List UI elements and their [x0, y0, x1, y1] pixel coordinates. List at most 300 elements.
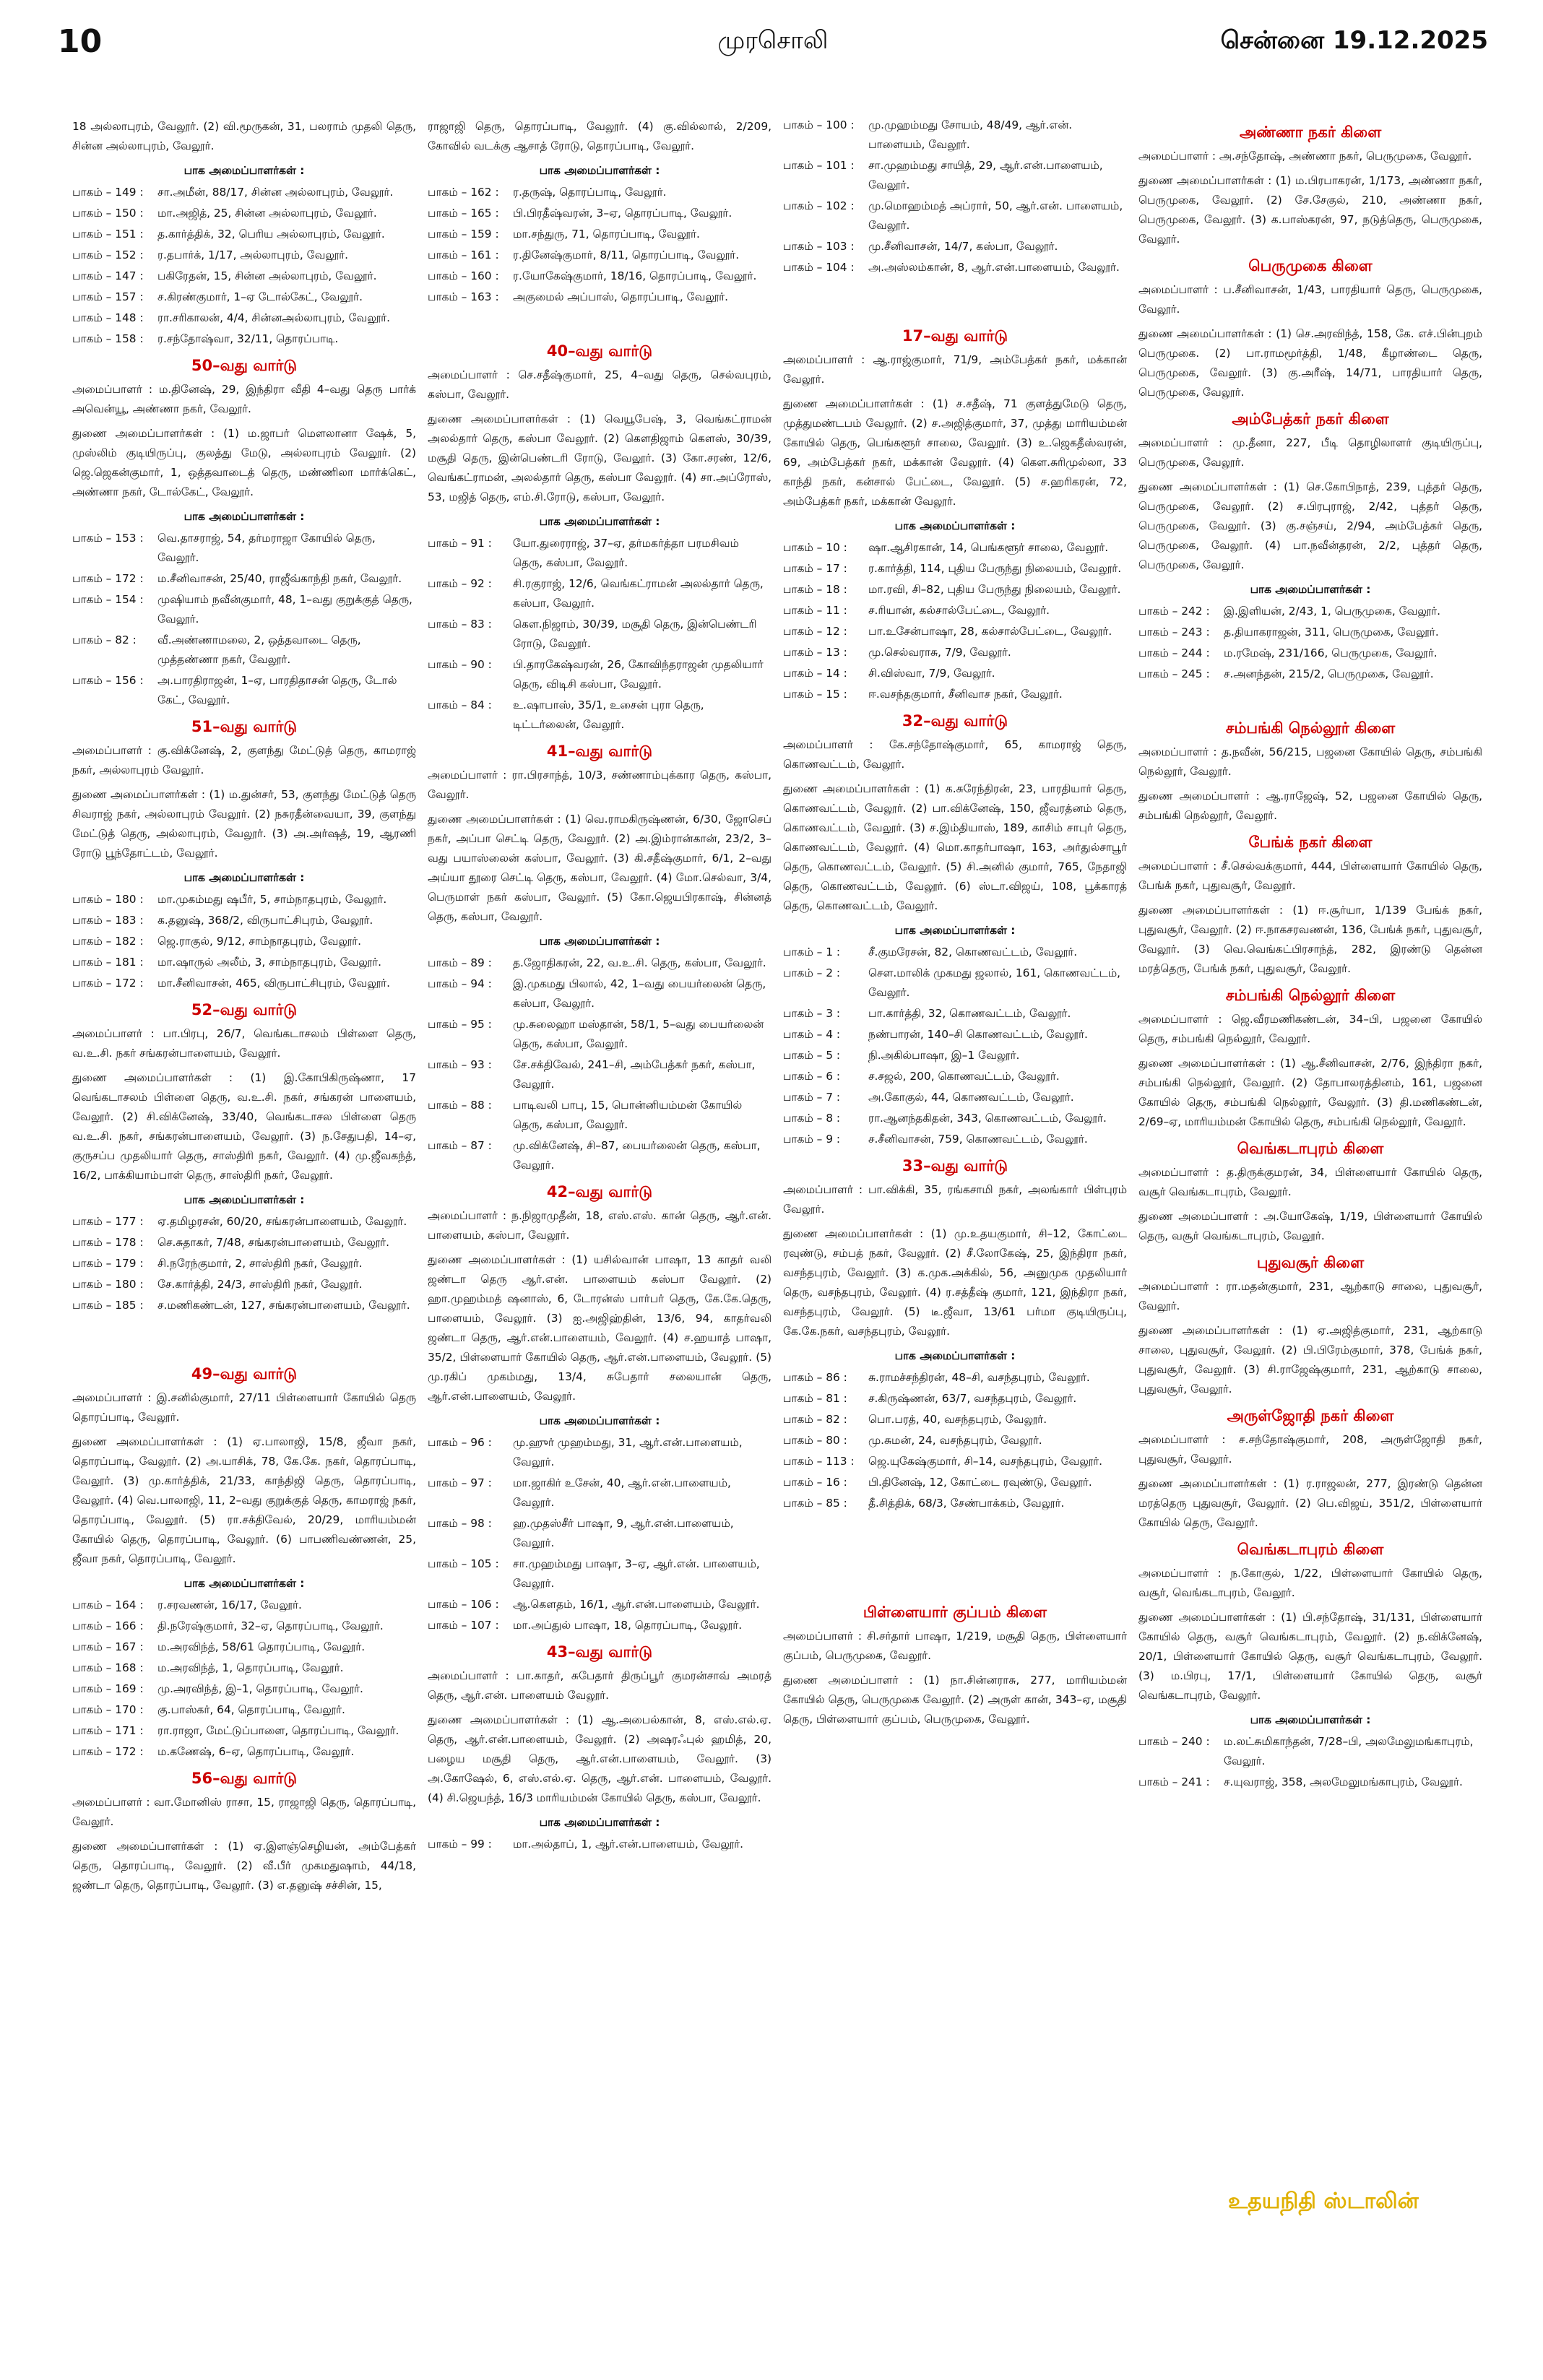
booth-label: பாகம் – 8 : [783, 1112, 841, 1125]
member-paragraph: துணை அமைப்பாளர்கள் : (1) க.சுரேந்திரன், 23, பாரதியார் தெரு, கொணவட்டம், வேலூர். (2) பா.விக்னேஷ், 150, ஜீவரத்னம் தெரு, கொணவட்டம், வேலூர். (3) ச.இம்தியாஸ், 189, காசிம் சாபுர் தெரு, கொணவட்டம், வேலூர். (4) மொ.காதர்பாஷா, 163, அர்துல்சாபூர் தெரு, கொணவட்டம், வேலூர். (5) சி.அனில் குமார், 765, நேதாஜி தெரு, கொணவட்டம், வேலூர். (6) ஸ்டா.விஜய், 108, பூக்காரத் தெரு, கொணவட்டம், வேலூர். [783, 782, 1127, 912]
booth-entry: பி.தாரகேஷ்வரன், 26, கோவிந்தராஜன் முதலியார் தெரு, விடிசி கஸ்பா, வேலூர். [513, 658, 764, 691]
member-paragraph: அமைப்பாளர் : இ.சனில்குமார், 27/11 பிள்ளையார் கோயில் தெரு தொரப்பாடி, வேலூர். [72, 1391, 416, 1424]
booth-row [72, 953, 416, 972]
booth-row [72, 1254, 416, 1273]
booth-label: பாகம் – 152 : [72, 248, 144, 261]
booth-row [428, 974, 772, 1013]
section-heading: புதுவசூர் கிளை [1256, 1254, 1365, 1271]
member-paragraph: அமைப்பாளர் : ச.சந்தோஷ்குமார், 208, அருள்ஜோதி நகர், புதுவசூர், வேலூர். [1138, 1433, 1482, 1466]
member-paragraph: அமைப்பாளர் : வா.மோனிஸ் ராசா, 15, ராஜாஜி தெரு, தொரப்பாடி, வேலூர். [72, 1796, 416, 1828]
booth-row [428, 1015, 772, 1054]
booth-label: பாகம் – 82 : [783, 1413, 847, 1426]
booth-row [72, 932, 416, 951]
sub-heading: பாக அமைப்பாளர்கள் : [1250, 583, 1371, 596]
booth-label: பாகம் – 150 : [72, 207, 144, 220]
booth-label: பாகம் – 163 : [428, 290, 499, 303]
booth-entry: பகிரேதன், 15, சின்ன அல்லாபுரம், வேலூர். [157, 269, 377, 282]
booth-entry: மா.சீனிவாசன், 465, விருபாட்சிபுரம், வேலூர். [157, 977, 390, 990]
booth-list [72, 1596, 416, 1762]
member-paragraph: துணை அமைப்பாளர்கள் : (1) ம.துன்சர், 53, குளந்து மேட்டுத் தெரு சிவராஜ் நகர், அல்லாபுரம் வேலூர். (2) நசுரதீன்வையா, 39, குளந்து மேட்டுத் தெரு, அல்லாபுரம், வேலூர். (3) அ.அர்ஷத், 19, ஆரணி ரோடு பூந்தோட்டம், வேலூர். [72, 788, 416, 860]
booth-label: பாகம் – 94 : [428, 977, 492, 990]
section-heading: 42–வது வார்டு [546, 1183, 653, 1200]
booth-entry: கு.பாஸ்கர், 64, தொரப்பாடி, வேலூர். [157, 1703, 345, 1716]
booth-entry: மா.அஜித், 25, சின்ன அல்லாபுரம், வேலூர். [157, 207, 377, 220]
booth-row [72, 631, 416, 670]
booth-label: பாகம் – 87 : [428, 1139, 492, 1152]
booth-entry: யோ.துரைராஜ், 37–ஏ, தர்மகர்த்தா பரமசிவம் தெரு, கஸ்பா, வேலூர். [513, 537, 739, 569]
booth-entry: பா.உசேன்பாஷா, 28, கல்சால்பேட்டை, வேலூர். [868, 625, 1112, 638]
booth-label: பாகம் – 159 : [428, 228, 499, 241]
column-2 [428, 116, 772, 1856]
booth-label: பாகம் – 9 : [783, 1133, 841, 1146]
section-heading: 33–வது வார்டு [902, 1157, 1008, 1174]
booth-label: பாகம் – 172 : [72, 572, 144, 585]
booth-row [783, 1368, 1127, 1388]
booth-entry: சௌ.மாலிக் முகமது ஜலால், 161, கொணவட்டம், வேலூர். [868, 966, 1121, 999]
member-paragraph: துணை அமைப்பாளர்கள் : (1) பி.சந்தோஷ், 31/131, பிள்ளையார் கோயில் தெரு, வசூர் வெங்கடாபுரம், வேலூர். (2) ந.விக்னேஷ், 20/1, பிள்ளையார் கோயில் தெரு, வசூர் வெங்கடாபுரம், வேலூர். (3) ம.பிரபு, 17/1, பிள்ளையார் கோயில் தெரு, வசூர் வெங்கடாபுரம், வேலூர். [1138, 1611, 1482, 1702]
booth-entry: மு.ஹுர் முஹம்மது, 31, ஆர்.என்.பாளையம், வேலூர். [513, 1436, 743, 1468]
booth-entry: முஷியாம் நவீன்குமார், 48, 1–வது குறுக்குத் தெரு, வேலூர். [157, 593, 412, 626]
booth-list [783, 538, 1127, 704]
booth-entry: மு.சுலைஹா மஸ்தான், 58/1, 5–வது பையர்லைன் தெரு, கஸ்பா, வேலூர். [513, 1018, 764, 1050]
booth-label: பாகம் – 6 : [783, 1070, 841, 1083]
page-header [58, 20, 1488, 78]
booth-row [783, 1025, 1127, 1044]
booth-entry: ச.அனந்தன், 215/2, பெருமுகை, வேலூர். [1224, 667, 1434, 680]
member-paragraph: அமைப்பாளர் : ப.சீனிவாசன், 1/43, பாரதியார் தெரு, பெருமுகை, வேலூர். [1138, 283, 1482, 316]
booth-label: பாகம் – 107 : [428, 1619, 499, 1632]
member-paragraph: துணை அமைப்பாளர்கள் : (1) வெ.ராமகிருஷ்ணன், 6/30, ஜோசெப் நகர், அப்பா செட்டி தெரு, வேலூர். (2) அ.இம்ரான்கான், 23/2, 3–வது பயாஸ்லைன் கஸ்பா, வேலூர். (3) கி.சதீஷ்குமார், 6/1, 2–வது அய்யா தூரை செட்டி தெரு, கஸ்பா, வேலூர். (4) மோ.செல்வா, 3/4, பெருமாள் நகர் கஸ்பா, வேலூர். (5) கோ.ஜெயபிரகாஷ், சின்னத் தெரு, கஸ்பா, வேலூர். [428, 813, 772, 923]
booth-row [783, 237, 1127, 256]
booth-label: பாகம் – 241 : [1138, 1775, 1210, 1788]
booth-label: பாகம் – 97 : [428, 1476, 492, 1489]
booth-label: பாகம் – 12 : [783, 625, 847, 638]
booth-label: பாகம் – 183 : [72, 914, 144, 927]
booth-entry: ச.மணிகண்டன், 127, சங்கரன்பாளையம், வேலூர். [157, 1299, 410, 1312]
member-paragraph: துணை அமைப்பாளர்கள் : (1) யசில்வான் பாஷா, 13 காதர் வலி ஜண்டா தெரு ஆர்.என். பாளையம் கஸ்பா வேலூர். (2) ஹா.முஹம்மத் ஷனாஸ், 6, டோரன்ஸ் பார்பர் தெரு, கே.கே.தெரு, பாளையம், வேலூர். (3) ஐ.அஜிஹ்தின், 13/6, 94, காதர்வலி ஜண்டா தெரு, ஆர்.என்.பாளையம், வேலூர். (4) ச.ஹயாத் பாஷா, 35/2, பிள்ளையார் கோயில் தெரு, ஆர்.என்.பாளையம், வேலூர். (5) மு.ரகிப் முகம்மது, 13/4, சுபேதார் சலையான் தெரு, ஆர்.என்.பாளையம், வேலூர். [428, 1253, 772, 1403]
booth-entry: ச.ரியான், கல்சால்பேட்டை, வேலூர். [868, 604, 1050, 617]
booth-row [428, 225, 772, 244]
booth-row [72, 267, 416, 286]
sub-heading: பாக அமைப்பாளர்கள் : [539, 164, 660, 177]
booth-label: பாகம் – 106 : [428, 1598, 499, 1611]
booth-label: பாகம் – 104 : [783, 261, 855, 274]
booth-row [1138, 644, 1482, 663]
booth-label: பாகம் – 240 : [1138, 1735, 1210, 1748]
booth-entry: ஆ.கெளதம், 16/1, ஆர்.என்.பாளையம், வேலூர். [513, 1598, 760, 1611]
edition-date: சென்னை 19.12.2025 [1220, 26, 1488, 55]
booth-row [428, 1554, 772, 1593]
member-paragraph: துணை அமைப்பாளர்கள் : (1) ஏ.இளஞ்செழியன், அம்பேத்கர் தெரு, தொரப்பாடி, வேலூர். (2) வீ.பீர் முகமதுஷாம், 44/18, ஜண்டா தெரு, தொரப்பாடி, வேலூர். (3) எ.தனுஷ் சச்சின், 15, [72, 1840, 416, 1892]
signature-name: உதயநிதி ஸ்டாலின் [1228, 2189, 1419, 2214]
booth-entry: சே.கார்த்தி, 24/3, சாஸ்திரி நகர், வேலூர். [157, 1278, 363, 1291]
booth-row [72, 590, 416, 629]
booth-entry: ச.கிருஷ்ணன், 63/7, வசந்தபுரம், வேலூர். [868, 1392, 1077, 1405]
booth-label: பாகம் – 153 : [72, 532, 144, 545]
booth-row [428, 204, 772, 223]
booth-label: பாகம் – 91 : [428, 537, 492, 550]
member-paragraph: துணை அமைப்பாளர்கள் : (1) செ.கோபிநாத், 239, புத்தர் தெரு, பெருமுகை, வேலூர். (2) ச.பிரபுராஜ், 2/42, புத்தர் தெரு, பெருமுகை, வேலூர். (3) கு.சஞ்சய், 2/94, அம்பேத்கர் தெரு, பெருமுகை, வேலூர். (4) பா.நவீன்தரன், 2/2, புத்தர் தெரு, பெருமுகை, வேலூர். [1138, 480, 1482, 571]
booth-entry: மு.சுமன், 24, வசந்தபுரம், வேலூர். [868, 1434, 1042, 1447]
sub-heading: பாக அமைப்பாளர்கள் : [894, 924, 1016, 937]
booth-label: பாகம் – 182 : [72, 935, 144, 948]
booth-row [783, 1004, 1127, 1024]
booth-row [72, 1700, 416, 1720]
booth-label: பாகம் – 181 : [72, 956, 144, 969]
booth-label: பாகம் – 158 : [72, 332, 144, 345]
page-number: 10 [58, 23, 103, 60]
booth-row [783, 196, 1127, 235]
booth-label: பாகம் – 100 : [783, 118, 855, 131]
booth-entry: ம.அரவிந்த், 58/61 தொரப்பாடி, வேலூர். [157, 1640, 366, 1653]
member-paragraph: அமைப்பாளர் : ஜெ.வீரமணிகண்டன், 34–பி, பஜனை கோயில் தெரு, சம்பங்கி நெல்லூர், வேலூர். [1138, 1013, 1482, 1045]
booth-label: பாகம் – 88 : [428, 1099, 492, 1112]
section-heading: பிள்ளையார் குப்பம் கிளை [863, 1604, 1047, 1621]
booth-row [428, 267, 772, 286]
booth-label: பாகம் – 18 : [783, 583, 847, 596]
booth-entry: அகுமைல் அப்பாஸ், தொரப்பாடி, வேலூர். [513, 290, 729, 303]
booth-entry: ஏ.தமிழரசன், 60/20, சங்கரன்பாளையம், வேலூர். [157, 1215, 407, 1228]
member-paragraph: துணை அமைப்பாளர்கள் : (1) செ.அரவிந்த், 158, கே. எச்.பின்புறம் பெருமுகை. (2) பா.ராமமூர்த்தி, 1/48, கீழாண்டை தெரு, பெருமுகை, வேலூர். (3) கு.அரீஷ், 14/71, பாரதியார் தெரு, பெருமுகை, வேலூர். [1138, 327, 1482, 399]
booth-label: பாகம் – 170 : [72, 1703, 144, 1716]
member-paragraph: அமைப்பாளர் : சி.சர்தார் பாஷா, 1/219, மசூதி தெரு, பிள்ளையார் குப்பம், பெருமுகை, வேலூர். [783, 1630, 1127, 1662]
booth-row [783, 643, 1127, 662]
booth-entry: இ.இளியன், 2/43, 1, பெருமுகை, வேலூர். [1224, 605, 1441, 618]
booth-entry: நண்பாரன், 140–சி கொணவட்டம், வேலூர். [868, 1028, 1088, 1041]
spacer [428, 308, 772, 334]
member-paragraph: அமைப்பாளர் : ரா.பிரசாந்த், 10/3, சண்ணாம்புக்கார தெரு, கஸ்பா, வேலூர். [428, 769, 772, 801]
booth-entry: சா.முஹம்மது பாஷா, 3–ஏ, ஆர்.என். பாளையம், வேலூர். [513, 1557, 760, 1590]
booth-row [72, 329, 416, 349]
booth-row [428, 287, 772, 307]
member-paragraph: அமைப்பாளர் : பா.பிரபு, 26/7, வெங்கடாசலம் பிள்ளை தெரு, வ.உ.சி. நகர் சங்கரன்பாளையம், வேலூர். [72, 1027, 416, 1060]
booth-label: பாகம் – 177 : [72, 1215, 144, 1228]
booth-label: பாகம் – 4 : [783, 1028, 841, 1041]
booth-entry: ம.கணேஷ், 6–ஏ, தொரப்பாடி, வேலூர். [157, 1745, 355, 1758]
booth-row [783, 1088, 1127, 1107]
booth-entry: மா.முகம்மது ஷபீர், 5, சாம்நாதபுரம், வேலூர். [157, 893, 387, 906]
booth-row [428, 696, 772, 735]
member-paragraph: துணை அமைப்பாளர்கள் : (1) ஆ.அபைல்கான், 8, எஸ்.எல்.ஏ. தெரு, ஆர்.என்.பாளையம், வேலூர். (2) அஷரஃபுல் ஹமித், 20, பழைய மசூதி தெரு, ஆர்.என்.பாளையம், வேலூர். (3) அ.கோஷேல், 6, எஸ்.எல்.ஏ. தெரு, ஆர்.என். பாளையம், வேலூர். (4) சி.ஜெயந்த், 16/3 மாரியம்மன் கோயில் தெரு, கஸ்பா, வேலூர். [428, 1713, 772, 1804]
section-heading: சம்பங்கி நெல்லூர் கிளை [1225, 719, 1396, 737]
booth-row [783, 258, 1127, 277]
booth-entry: ர.யோகேஷ்குமார், 18/16, தொரப்பாடி, வேலூர். [513, 269, 757, 282]
booth-label: பாகம் – 2 : [783, 966, 841, 979]
booth-label: பாகம் – 148 : [72, 311, 144, 324]
member-paragraph: துணை அமைப்பாளர் : அ.யோகேஷ், 1/19, பிள்ளையார் கோயில் தெரு, வசூர் வெங்கடாபுரம், வேலூர். [1138, 1210, 1482, 1242]
booth-entry: ரா.ஆனந்தகிதன், 343, கொணவட்டம், வேலூர். [868, 1112, 1107, 1125]
booth-row [72, 1296, 416, 1315]
booth-label: பாகம் – 82 : [72, 633, 137, 646]
booth-row [1138, 1773, 1482, 1792]
booth-row [428, 574, 772, 613]
member-paragraph: அமைப்பாளர் : த.நவீன், 56/215, பஜனை கோயில் தெரு, சம்பங்கி நெல்லூர், வேலூர். [1138, 745, 1482, 778]
booth-row [72, 225, 416, 244]
newspaper-name: முரசொலி [717, 26, 829, 55]
section-heading: அண்ணா நகர் கிளை [1239, 124, 1382, 141]
booth-label: பாகம் – 92 : [428, 577, 492, 590]
column-3 [783, 116, 1127, 1734]
column-4 [1138, 116, 1482, 1793]
booth-label: பாகம் – 157 : [72, 290, 144, 303]
booth-label: பாகம் – 243 : [1138, 626, 1210, 639]
booth-label: பாகம் – 178 : [72, 1236, 144, 1249]
section-heading: 49–வது வார்டு [191, 1365, 298, 1382]
booth-list [1138, 602, 1482, 684]
booth-row [72, 1637, 416, 1657]
booth-row [783, 1389, 1127, 1408]
sub-heading: பாக அமைப்பாளர்கள் : [894, 519, 1016, 532]
spacer [72, 1317, 416, 1357]
sub-heading: பாக அமைப்பாளர்கள் : [183, 1577, 305, 1590]
booth-row [783, 559, 1127, 579]
booth-entry: த.கார்த்திக், 32, பெரிய அல்லாபுரம், வேலூர். [157, 228, 385, 241]
booth-row [428, 655, 772, 694]
booth-entry: அ.அஸ்லம்கான், 8, ஆர்.என்.பாளையம், வேலூர். [868, 261, 1120, 274]
booth-entry: ம.லட்சுமிகாந்தன், 7/28–பி, அலமேலுமங்காபுரம், வேலூர். [1224, 1735, 1474, 1767]
booth-row [783, 1494, 1127, 1513]
sub-heading: பாக அமைப்பாளர்கள் : [894, 1349, 1016, 1362]
booth-row [1138, 602, 1482, 621]
booth-label: பாகம் – 102 : [783, 199, 855, 212]
booth-row [72, 529, 416, 568]
member-paragraph: அமைப்பாளர் : மு.தீனா, 227, பீடி தொழிலாளர் குடியிருப்பு, பெருமுகை, வேலூர். [1138, 436, 1482, 469]
booth-row [428, 1835, 772, 1854]
booth-label: பாகம் – 3 : [783, 1007, 841, 1020]
member-paragraph: துணை அமைப்பாளர்கள் : (1) ஆ.சீனிவாசன், 2/76, இந்திரா நகர், சம்பங்கி நெல்லூர், வேலூர். (2) தோபாலரத்தினம், 161, பஜனை கோயில் தெரு, சம்பங்கி நெல்லூர், வேலூர். (3) தி.மணிகண்டன், 2/69–ஏ, மாரியம்மன் கோயில் தெரு, சம்பங்கி நெல்லூர், வேலூர். [1138, 1057, 1482, 1128]
booth-entry: ச.சீனிவாசன், 759, கொணவட்டம், வேலூர். [868, 1133, 1088, 1146]
booth-list [428, 534, 772, 735]
booth-list [783, 116, 1127, 277]
column-1 [72, 116, 416, 1900]
sub-heading: பாக அமைப்பாளர்கள் : [183, 871, 305, 884]
booth-label: பாகம் – 13 : [783, 646, 847, 659]
booth-label: பாகம் – 14 : [783, 667, 847, 680]
member-paragraph: துணை அமைப்பாளர்கள் : (1) ர.ராஜலன், 277, இரண்டு தென்ன மரத்தெரு புதுவசூர், வேலூர். (2) பெ.விஜய், 351/2, பிள்ளையார் கோயில் தெரு, வேலூர். [1138, 1477, 1482, 1529]
booth-label: பாகம் – 162 : [428, 186, 499, 199]
booth-label: பாகம் – 160 : [428, 269, 499, 282]
booth-label: பாகம் – 83 : [428, 618, 492, 631]
booth-entry: இ.முகமது பிலால், 42, 1–வது பையர்லைன் தெரு, கஸ்பா, வேலூர். [513, 977, 766, 1010]
booth-label: பாகம் – 180 : [72, 1278, 144, 1291]
booth-list [72, 890, 416, 993]
booth-entry: சி.நரேந்குமார், 2, சாஸ்திரி நகர், வேலூர். [157, 1257, 363, 1270]
member-paragraph: அமைப்பாளர் : அ.சந்தோஷ், அண்ணா நகர், பெருமுகை, வேலூர். [1138, 150, 1472, 163]
booth-entry: அ.கோகுல், 44, கொணவட்டம், வேலூர். [868, 1091, 1074, 1104]
booth-row [72, 308, 416, 328]
booth-list [72, 529, 416, 710]
booth-label: பாகம் – 7 : [783, 1091, 841, 1104]
booth-entry: ர.தருஷ், தொரப்பாடி, வேலூர். [513, 186, 667, 199]
sub-heading: பாக அமைப்பாளர்கள் : [183, 1193, 305, 1206]
booth-entry: மு.சீனிவாசன், 14/7, கஸ்பா, வேலூர். [868, 240, 1058, 253]
booth-row [72, 1742, 416, 1762]
section-heading: அருள்ஜோதி நகர் கிளை [1227, 1407, 1394, 1424]
booth-label: பாகம் – 180 : [72, 893, 144, 906]
booth-list [428, 183, 772, 307]
booth-row [428, 953, 772, 973]
booth-entry: ச.கிரண்குமார், 1–ஏ டோல்கேட், வேலூர். [157, 290, 363, 303]
member-paragraph: துணை அமைப்பாளர்கள் : (1) மு.உதயகுமார், சி–12, கோட்டை ரவுண்டு, சம்பத் நகர், வேலூர். (2) சீ.லோகேஷ், 25, இந்திரா நகர், வசந்தபுரம், வேலூர். (3) க.முக.அக்கில், 56, அனுமுக முதலியார் தெரு, வசந்தபுரம், வேலூர். (4) ர.சத்தீஷ் குமார், 121, இந்திரா நகர், வசந்தபுரம், வேலூர். (5) டீ.ஜீவா, 13/61 பர்மா குடியிருப்பு, கே.கே.நகர், வசந்தபுரம், வேலூர். [783, 1227, 1127, 1338]
section-heading: 56–வது வார்டு [191, 1770, 298, 1787]
booth-row [783, 580, 1127, 600]
booth-entry: பி.தினேஷ், 12, கோட்டை ரவுண்டு, வேலூர். [868, 1476, 1092, 1489]
sub-heading: பாக அமைப்பாளர்கள் : [539, 1414, 660, 1427]
booth-entry: செ.சுதாகர், 7/48, சங்கரன்பாளையம், வேலூர். [157, 1236, 389, 1249]
booth-row [783, 116, 1127, 155]
booth-entry: சி.விஸ்வா, 7/9, வேலூர். [868, 667, 995, 680]
booth-row [428, 1096, 772, 1135]
booth-label: பாகம் – 96 : [428, 1436, 492, 1449]
booth-row [428, 1433, 772, 1472]
booth-row [72, 287, 416, 307]
booth-entry: மு.செல்வராசு, 7/9, வேலூர். [868, 646, 1011, 659]
booth-label: பாகம் – 103 : [783, 240, 855, 253]
booth-label: பாகம் – 171 : [72, 1724, 144, 1737]
member-paragraph: துணை அமைப்பாளர் : (1) நா.சின்னராசு, 277, மாரியம்மன் கோயில் தெரு, பெருமுகை வேலூர். (2) அருள் கான், 343–ஏ, மசூதி தெரு, பிள்ளையார் குப்பம், பெருமுகை, வேலூர். [783, 1674, 1127, 1726]
booth-row [428, 1616, 772, 1635]
booth-label: பாகம் – 1 : [783, 945, 841, 959]
section-heading: 51–வது வார்டு [191, 718, 298, 735]
booth-entry: ச.சஜல், 200, கொணவட்டம், வேலூர். [868, 1070, 1060, 1083]
member-paragraph: அமைப்பாளர் : செ.சதீஷ்குமார், 25, 4–வது தெரு, செல்வபுரம், கஸ்பா, வேலூர். [428, 368, 772, 401]
booth-entry: சா.முஹம்மது சாயித், 29, ஆர்.என்.பாளையம், வேலூர். [868, 159, 1103, 191]
sub-heading: பாக அமைப்பாளர்கள் : [183, 510, 305, 523]
booth-row [783, 943, 1127, 962]
section-heading: அம்பேத்கர் நகர் கிளை [1232, 410, 1389, 428]
spacer [783, 1515, 1127, 1555]
member-paragraph: ராஜாஜி தெரு, தொரப்பாடி, வேலூர். (4) கு.வில்லால், 2/209, கோவில் வடக்கு ஆசாத் ரோடு, தொரப்பாடி, வேலூர். [428, 120, 772, 152]
spacer [783, 1555, 1127, 1596]
booth-entry: ர.தபார்க், 1/17, அல்லாபுரம், வேலூர். [157, 248, 349, 261]
booth-row [72, 1596, 416, 1615]
section-heading: 50–வது வார்டு [191, 357, 298, 374]
booth-entry: சே.சக்திவேல், 241–சி, அம்பேத்கர் நகர், கஸ்பா, வேலூர். [513, 1058, 756, 1091]
booth-label: பாகம் – 85 : [783, 1497, 847, 1510]
booth-label: பாகம் – 113 : [783, 1455, 855, 1468]
member-paragraph: அமைப்பாளர் : ம.தினேஷ், 29, இந்திரா வீதி 4–வது தெரு பார்க் அவென்யூ, அண்ணா நகர், வேலூர். [72, 383, 416, 415]
member-paragraph: துணை அமைப்பாளர்கள் : (1) வெயூபேஷ், 3, வெங்கட்ராமன் அலல்தார் தெரு, கஸ்பா வேலூர். (2) கௌதிஜாம் கௌஸ், 30/39, மசூதி தெரு, இன்பெண்டரி ரோடு, வேலூர். (3) கோ.சரண், 12/6, வெங்கட்ராமன், அலல்தார் தெரு, கஸ்பா வேலூர். (4) சா.அப்ரோஸ், 53, மஜித் தெரு, எம்.சி.ரோடு, கஸ்பா, வேலூர். [428, 412, 772, 503]
member-paragraph: அமைப்பாளர் : கு.விக்னேஷ், 2, குளந்து மேட்டுத் தெரு, காமராஜ் நகர், அல்லாபுரம் வேலூர். [72, 744, 416, 776]
booth-row [428, 1474, 772, 1513]
member-paragraph: துணை அமைப்பாளர்கள் : (1) ஏ.பாலாஜி, 15/8, ஜீவா நகர், தொரப்பாடி, வேலூர். (2) அ.யாசிக், 78, கே.கே. நகர், தொரப்பாடி, வேலூர். (3) மு.கார்த்திக், 21/33, காந்திஜி தெரு, தொரப்பாடி, வேலூர். (4) வெ.பாலாஜி, 11, 2–வது குறுக்குத் தெரு, காமராஜ் நகர், தொரப்பாடி, வேலூர். (5) ரா.சக்திவேல், 20/29, மாரியம்மன் கோயில் தெரு, தொரப்பாடி, வேலூர். (6) பாபணிவண்ணன், 25, ஜீவா நகர், தொரப்பாடி, வேலூர். [72, 1435, 416, 1565]
booth-row [783, 664, 1127, 683]
booth-label: பாகம் – 81 : [783, 1392, 847, 1405]
booth-label: பாகம் – 101 : [783, 159, 855, 172]
member-paragraph: அமைப்பாளர் : பா.விக்கி, 35, ரங்கசாமி நகர், அலங்கார் பிள்புரம் வேலூர். [783, 1183, 1127, 1216]
booth-list [72, 183, 416, 349]
section-heading: பேங்க் நகர் கிளை [1248, 834, 1373, 851]
booth-row [72, 974, 416, 993]
booth-entry: தி.நரேஷ்குமார், 32–ஏ, தொரப்பாடி, வேலூர். [157, 1619, 384, 1632]
section-heading: 41–வது வார்டு [546, 743, 653, 760]
booth-row [783, 685, 1127, 704]
booth-entry: மா.ஷாருல் அலீம், 3, சாம்நாதபுரம், வேலூர். [157, 956, 382, 969]
section-heading: பெருமுகை கிளை [1248, 257, 1373, 274]
booth-entry: உ.ஷாபாஸ், 35/1, உசைன் புரா தெரு, டிட்டர்லைன், வேலூர். [513, 698, 704, 731]
member-paragraph: அமைப்பாளர் : ரா.மதன்குமார், 231, ஆற்காடு சாலை, புதுவசூர், வேலூர். [1138, 1280, 1482, 1312]
booth-entry: மு.மொஹம்மத் அப்ரார், 50, ஆர்.என். பாளையம், வேலூர். [868, 199, 1123, 232]
member-paragraph: அமைப்பாளர் : த.திருக்குமரன், 34, பிள்ளையார் கோயில் தெரு, வசூர் வெங்கடாபுரம், வேலூர். [1138, 1166, 1482, 1198]
booth-entry: ரா.ராஜா, மேட்டுப்பாளை, தொரப்பாடி, வேலூர். [157, 1724, 399, 1737]
booth-list [428, 1835, 772, 1854]
booth-label: பாகம் – 90 : [428, 658, 492, 671]
booth-entry: சா.அமீன், 88/17, சின்ன அல்லாபுரம், வேலூர். [157, 186, 394, 199]
booth-row [72, 1617, 416, 1636]
booth-entry: மு.முஹம்மது சோயம், 48/49, ஆர்.என். பாளையம், வேலூர். [868, 118, 1073, 151]
booth-list [1138, 1732, 1482, 1792]
booth-label: பாகம் – 167 : [72, 1640, 144, 1653]
booth-entry: ச.யுவராஜ், 358, அலமேலுமங்காபுரம், வேலூர். [1224, 1775, 1463, 1788]
member-paragraph: அமைப்பாளர் : ந.நிஜாமுதீன், 18, எஸ்.எஸ். கான் தெரு, ஆர்.என். பாளையம், கஸ்பா, வேலூர். [428, 1209, 772, 1242]
booth-row [783, 538, 1127, 558]
booth-label: பாகம் – 5 : [783, 1049, 841, 1062]
booth-label: பாகம் – 172 : [72, 1745, 144, 1758]
booth-row [783, 1046, 1127, 1065]
booth-label: பாகம் – 99 : [428, 1838, 492, 1851]
booth-label: பாகம் – 93 : [428, 1058, 492, 1071]
member-paragraph: துணை அமைப்பாளர்கள் : (1) இ.கோபிகிருஷ்ணா, 17 வெங்கடாசலம் பிள்ளை தெரு, வ.உ.சி. நகர், சங்கரன் பாளையம், வேலூர். (2) சி.விக்னேஷ், 33/40, வெங்கடாசல பிள்ளை தெரு வ.உ.சி. நகர், சங்கரன்பாளையம், வேலூர். (3) ந.சேதுபதி, 14–ஏ, குருசப்ப முதலியார் தெரு, சாஸ்திரி நகர், வேலூர். (4) மு.ஜீவகந்த், 16/2, பாக்கியாம்பாள் தெரு, சாஸ்திரி நகர், வேலூர். [72, 1071, 416, 1182]
booth-list [428, 953, 772, 1175]
booth-row [72, 1275, 416, 1294]
booth-row [72, 1233, 416, 1252]
member-paragraph: துணை அமைப்பாளர்கள் : (1) ம.பிரபாகரன், 1/173, அண்ணா நகர், பெருமுகை, வேலூர். (2) சே.சேகுல், 210, அண்ணா நகர், பெருமுகை, வேலூர். (3) க.பாஸ்கரன், 97, நடுத்தெரு, பெருமுகை, வேலூர். [1138, 174, 1482, 246]
booth-label: பாகம் – 151 : [72, 228, 144, 241]
booth-entry: அ.பாரதிராஜன், 1–ஏ, பாரதிதாசன் தெரு, டோல் கேட், வேலூர். [157, 674, 397, 706]
member-paragraph: அமைப்பாளர் : கே.சந்தோஷ்குமார், 65, காமராஜ் தெரு, கொணவட்டம், வேலூர். [783, 738, 1127, 771]
booth-label: பாகம் – 11 : [783, 604, 847, 617]
booth-label: பாகம் – 168 : [72, 1661, 144, 1674]
booth-entry: சு.ராமச்சந்திரன், 48–சி, வசந்தபுரம், வேலூர். [868, 1371, 1090, 1384]
booth-list [72, 1212, 416, 1315]
booth-entry: ர.தினேஷ்குமார், 8/11, தொரப்பாடி, வேலூர். [513, 248, 740, 261]
booth-entry: ஹ.முதஸ்சீர் பாஷா, 9, ஆர்.என்.பாளையம், வேலூர். [513, 1517, 734, 1549]
spacer [1138, 685, 1482, 711]
booth-entry: ஈ.வசந்தகுமார், சீனிவாச நகர், வேலூர். [868, 688, 1063, 701]
booth-row [72, 911, 416, 930]
booth-label: பாகம் – 147 : [72, 269, 144, 282]
booth-entry: மா.ஜாகிர் உசேன், 40, ஆர்.என்.பாளையம், வேலூர். [513, 1476, 731, 1509]
sub-heading: பாக அமைப்பாளர்கள் : [539, 935, 660, 948]
booth-label: பாகம் – 95 : [428, 1018, 492, 1031]
booth-entry: சி.ரகுராஜ், 12/6, வெங்கட்ராமன் அலல்தார் தெரு, கஸ்பா, வேலூர். [513, 577, 764, 610]
booth-row [783, 1067, 1127, 1086]
booth-row [428, 183, 772, 202]
booth-entry: க.தனுஷ், 368/2, விருபாட்சிபுரம், வேலூர். [157, 914, 373, 927]
booth-entry: மா.சந்துரு, 71, தொரப்பாடி, வேலூர். [513, 228, 700, 241]
booth-label: பாகம் – 98 : [428, 1517, 492, 1530]
sub-heading: பாக அமைப்பாளர்கள் : [1250, 1713, 1371, 1726]
booth-entry: ர.சந்தோஷ்வா, 32/11, தொரப்பாடி. [157, 332, 339, 345]
booth-row [783, 622, 1127, 641]
booth-label: பாகம் – 156 : [72, 674, 144, 687]
member-paragraph: துணை அமைப்பாளர் : ஆ.ராஜேஷ், 52, பஜனை கோயில் தெரு, சம்பங்கி நெல்லூர், வேலூர். [1138, 789, 1482, 822]
booth-row [783, 601, 1127, 620]
sub-heading: பாக அமைப்பாளர்கள் : [539, 515, 660, 528]
booth-label: பாகம் – 164 : [72, 1598, 144, 1611]
booth-label: பாகம் – 15 : [783, 688, 847, 701]
booth-row [783, 1473, 1127, 1492]
booth-row [72, 890, 416, 909]
booth-label: பாகம் – 80 : [783, 1434, 847, 1447]
booth-label: பாகம் – 161 : [428, 248, 499, 261]
booth-row [72, 1679, 416, 1699]
sub-heading: பாக அமைப்பாளர்கள் : [539, 1816, 660, 1829]
booth-row [72, 1212, 416, 1232]
booth-label: பாகம் – 172 : [72, 977, 144, 990]
section-heading: 40–வது வார்டு [546, 342, 653, 360]
booth-entry: மா.அப்துல் பாஷா, 18, தொரப்பாடி, வேலூர். [513, 1619, 743, 1632]
